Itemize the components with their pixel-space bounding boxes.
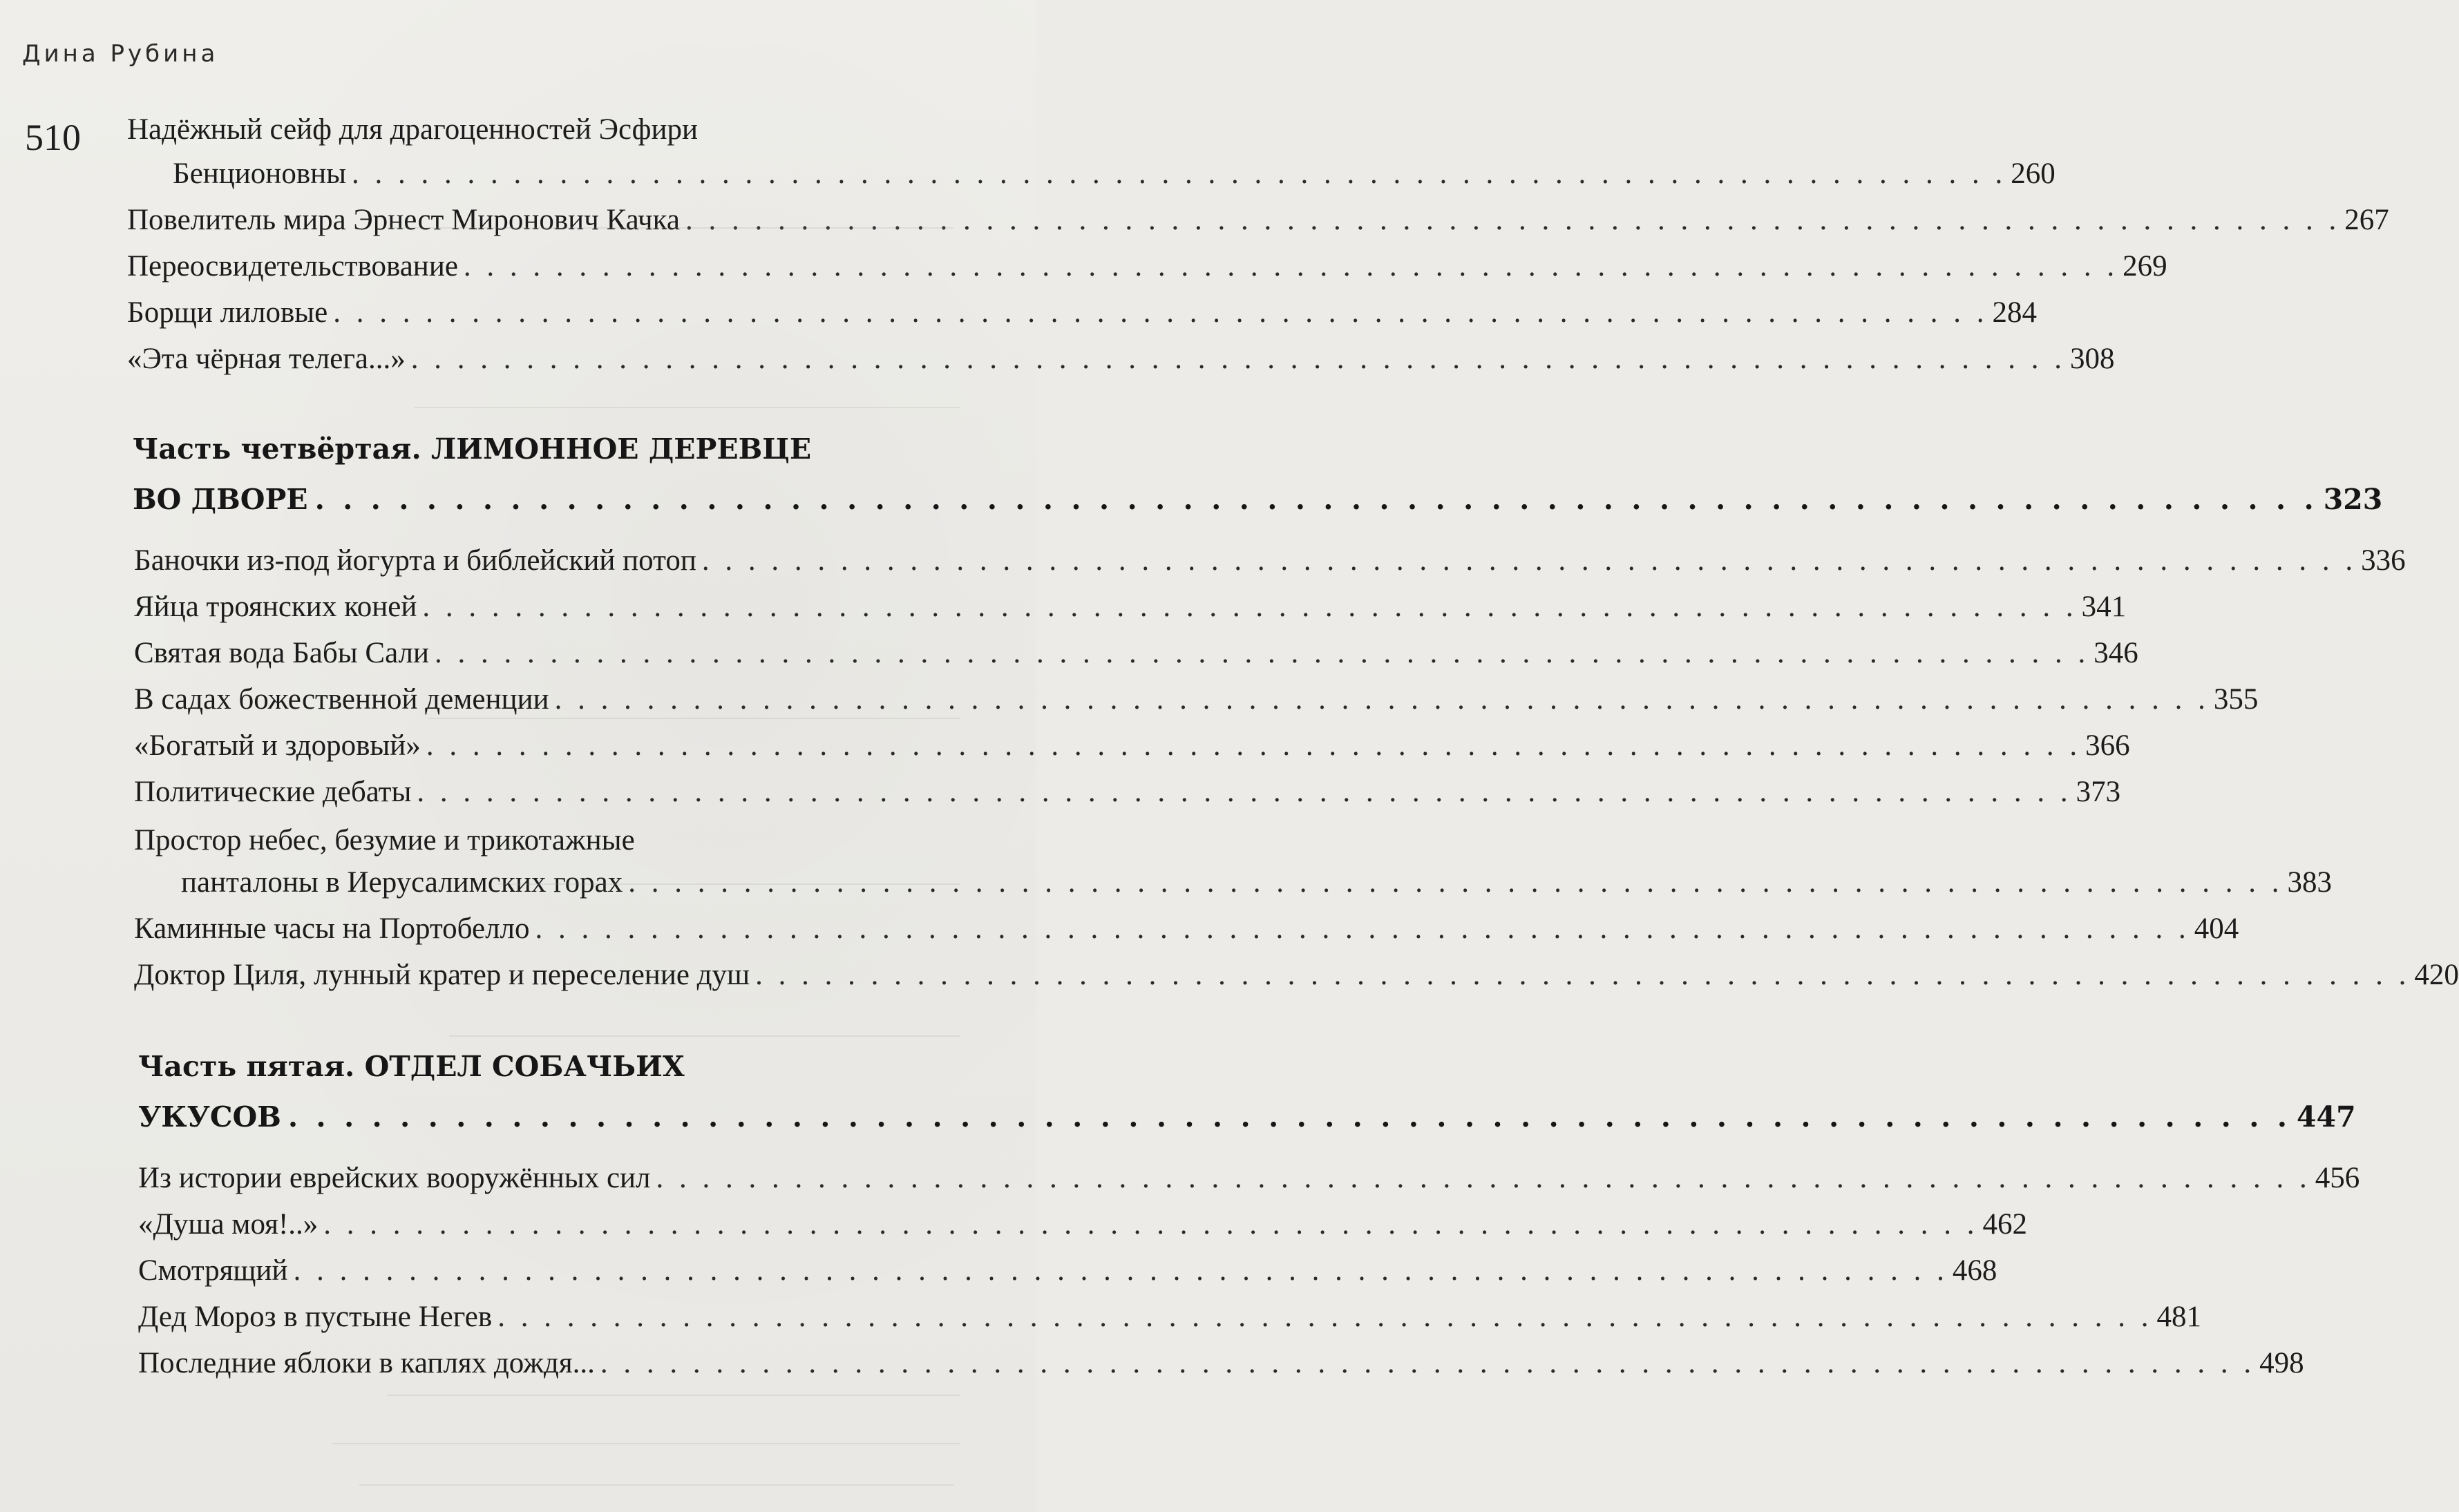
toc-entry [134,910,2239,948]
toc-entry [173,155,2056,193]
part-heading-page: 323 [2323,483,2383,516]
toc-entry [134,773,2121,812]
dot-leader: . . . . . . . . . . . . . . . . . . . . . . . . . . . . . . . . . . . . . . . . . . . . . . . . . . . . . . . . . . . . . . . . . . . . . . . . [410,343,2067,375]
toc-entry-title: Борщи лиловые [127,296,328,329]
toc-entry [127,201,2389,240]
part-heading-line2: ВО ДВОРЕ [133,483,308,516]
toc-entry-first-line: Простор небес, безумие и трикотажные [134,824,635,857]
dot-leader: . . . . . . . . . . . . . . . . . . . . . . . . . . . . . . . . . . . . . . . . . . . . . . . . . . . . . . . . . . . . . . . . . . . . . . . . [426,729,2082,762]
toc-entry-title: Баночки из-под йогурта и библейский потоп [134,544,696,577]
dot-leader: . . . . . . . . . . . . . . . . . . . . . . . . . . . . . . . . . . . . . . . . . . . . . . . . . . . . . . . . . . . . . . . . . . . . . . . . [323,1208,1979,1241]
toc-entry-title: Доктор Циля, лунный кратер и переселение душ [134,959,750,991]
dot-leader: . . . . . . . . . . . . . . . . . . . . . . . . . . . . . . . . . . . . . . . . . . . . . . . . . . . . . . . . . . . . . . . . . . . . . . . . [755,959,2411,991]
toc-entry-title: Переосвидетельствование [127,250,458,283]
toc-entry-page: 373 [2076,776,2121,808]
toc-entry [134,542,2406,580]
toc-entry [134,680,2259,719]
part-heading-line1: Часть четвёртая. ЛИМОННОЕ ДЕРЕВЦЕ [133,432,812,466]
toc-entry-page: 462 [1982,1208,2028,1241]
toc-entry [138,1344,2304,1383]
toc-entry [127,340,2115,379]
toc-entry-page: 456 [2315,1162,2360,1194]
toc-entry-title: Последние яблоки в каплях дождя... [138,1347,595,1379]
toc-entry [138,1159,2360,1198]
dot-leader: . . . . . . . . . . . . . . . . . . . . . . . . . . . . . . . . . . . . . . . . . . . . . . . . . . . . . . . . . . . . . . . . . . . . . . . . [352,157,2007,190]
dot-leader: . . . . . . . . . . . . . . . . . . . . . . . . . . . . . . . . . . . . . . . . . . . . . . . . . . . . . . . . . . . . . . . . . . . . . . . . [293,1254,1948,1287]
toc-entry-page: 260 [2011,157,2056,190]
toc-entry-page: 269 [2123,250,2167,283]
toc-entry [127,247,2167,286]
dot-leader: . . . . . . . . . . . . . . . . . . . . . . . . . . . . . . . . . . . . . . . . . . . . . . . . . . . . . . . . . . . . . . . . . . . . . . . . [600,1347,2256,1379]
dot-leader: . . . . . . . . . . . . . . . . . . . . . . . . . . . . . . . . . . . . . . . . . . . . . . . . . . . . . . . . . . . . . . . . . . . . . . . . [701,544,2357,577]
toc-entry-title: «Богатый и здоровый» [134,729,421,762]
toc-entry-title: Смотрящий [138,1254,288,1287]
toc-entry [138,1252,1997,1290]
toc-entry-page: 481 [2156,1301,2201,1333]
toc-entry [134,588,2127,626]
toc-entry-page: 355 [2213,683,2259,716]
dot-leader: . . . . . . . . . . . . . . . . . . . . . . . . . . . . . . . . . . . . . . . . . . . . . . . . . . . . . . . . . . . . . . . . . . . . . . . . [497,1301,2153,1333]
toc-entry [181,863,2333,902]
toc-entry [134,956,2459,995]
toc-entry-page: 420 [2414,959,2459,991]
toc-entry-title: «Душа моя!..» [138,1208,319,1241]
toc-entry-title: панталоны в Иерусалимских горах [181,866,623,899]
toc-entry-title: Бенционовны [173,157,347,190]
part-heading-page: 447 [2297,1100,2356,1133]
toc-entry-title: В садах божественной деменции [134,683,549,716]
toc-entry [138,1298,2201,1337]
toc-entry-page: 284 [1992,296,2038,329]
toc-entry-title: Из истории еврейских вооружённых сил [138,1162,651,1194]
toc-entry [138,1205,2028,1244]
toc-entry [134,727,2130,765]
dot-leader: . . . . . . . . . . . . . . . . . . . . . . . . . . . . . . . . . . . . . . . . . . . . . . . . . . . . . . . . . . . . . . . . . . . . . . . . [287,1100,2292,1133]
toc-entry-title: Дед Мороз в пустыне Негев [138,1301,493,1333]
toc-entry-page: 267 [2344,204,2389,236]
dot-leader: . . . . . . . . . . . . . . . . . . . . . . . . . . . . . . . . . . . . . . . . . . . . . . . . . . . . . . . . . . . . . . . . . . . . . . . . [554,683,2210,716]
toc-entry [134,634,2138,673]
toc-entry-title: «Эта чёрная телега...» [127,343,406,375]
toc-entry-title: Святая вода Бабы Сали [134,637,430,669]
toc-entry-page: 336 [2361,544,2406,577]
dot-leader: . . . . . . . . . . . . . . . . . . . . . . . . . . . . . . . . . . . . . . . . . . . . . . . . . . . . . . . . . . . . . . . . . . . . . . . . [333,296,1988,329]
toc-entry-page: 366 [2085,729,2130,762]
dot-leader: . . . . . . . . . . . . . . . . . . . . . . . . . . . . . . . . . . . . . . . . . . . . . . . . . . . . . . . . . . . . . . . . . . . . . . . . [628,866,2284,899]
running-head-author: Дина Рубина [22,40,219,68]
dot-leader: . . . . . . . . . . . . . . . . . . . . . . . . . . . . . . . . . . . . . . . . . . . . . . . . . . . . . . . . . . . . . . . . . . . . . . . . [685,204,2341,236]
toc-entry-title: Политические дебаты [134,776,412,808]
dot-leader: . . . . . . . . . . . . . . . . . . . . . . . . . . . . . . . . . . . . . . . . . . . . . . . . . . . . . . . . . . . . . . . . . . . . . . . . [535,912,2190,945]
dot-leader: . . . . . . . . . . . . . . . . . . . . . . . . . . . . . . . . . . . . . . . . . . . . . . . . . . . . . . . . . . . . . . . . . . . . . . . . [656,1162,2311,1194]
page-number: 510 [25,117,81,158]
toc-entry-title: Каминные часы на Портобелло [134,912,530,945]
part-heading-line1: Часть пятая. ОТДЕЛ СОБАЧЬИХ [138,1050,685,1083]
toc-entry-page: 341 [2081,591,2127,623]
toc-entry-title: Повелитель мира Эрнест Миронович Качка [127,204,680,236]
toc-entry-page: 468 [1952,1254,1997,1287]
dot-leader: . . . . . . . . . . . . . . . . . . . . . . . . . . . . . . . . . . . . . . . . . . . . . . . . . . . . . . . . . . . . . . . . . . . . . . . . [422,591,2078,623]
toc-entry-page: 404 [2194,912,2239,945]
toc-entry-page: 308 [2070,343,2115,375]
toc-entry-page: 383 [2287,866,2333,899]
toc-entry-page: 498 [2259,1347,2304,1379]
toc-entry-first-line: Надёжный сейф для драгоценностей Эсфири [127,113,698,146]
dot-leader: . . . . . . . . . . . . . . . . . . . . . . . . . . . . . . . . . . . . . . . . . . . . . . . . . . . . . . . . . . . . . . . . . . . . . . . . [463,250,2119,283]
dot-leader: . . . . . . . . . . . . . . . . . . . . . . . . . . . . . . . . . . . . . . . . . . . . . . . . . . . . . . . . . . . . . . . . . . . . . . . . [417,776,2072,808]
part-heading-line2: УКУСОВ [138,1100,281,1133]
dot-leader: . . . . . . . . . . . . . . . . . . . . . . . . . . . . . . . . . . . . . . . . . . . . . . . . . . . . . . . . . . . . . . . . . . . . . . . . [435,637,2090,669]
dot-leader: . . . . . . . . . . . . . . . . . . . . . . . . . . . . . . . . . . . . . . . . . . . . . . . . . . . . . . . . . . . . . . . . . . . . . . . . [314,483,2318,516]
part-heading [138,1095,2356,1138]
toc-entry-title: Яйца троянских коней [134,591,417,623]
toc-entry [127,294,2038,332]
toc-entry-page: 346 [2094,637,2138,669]
part-heading [133,478,2383,521]
